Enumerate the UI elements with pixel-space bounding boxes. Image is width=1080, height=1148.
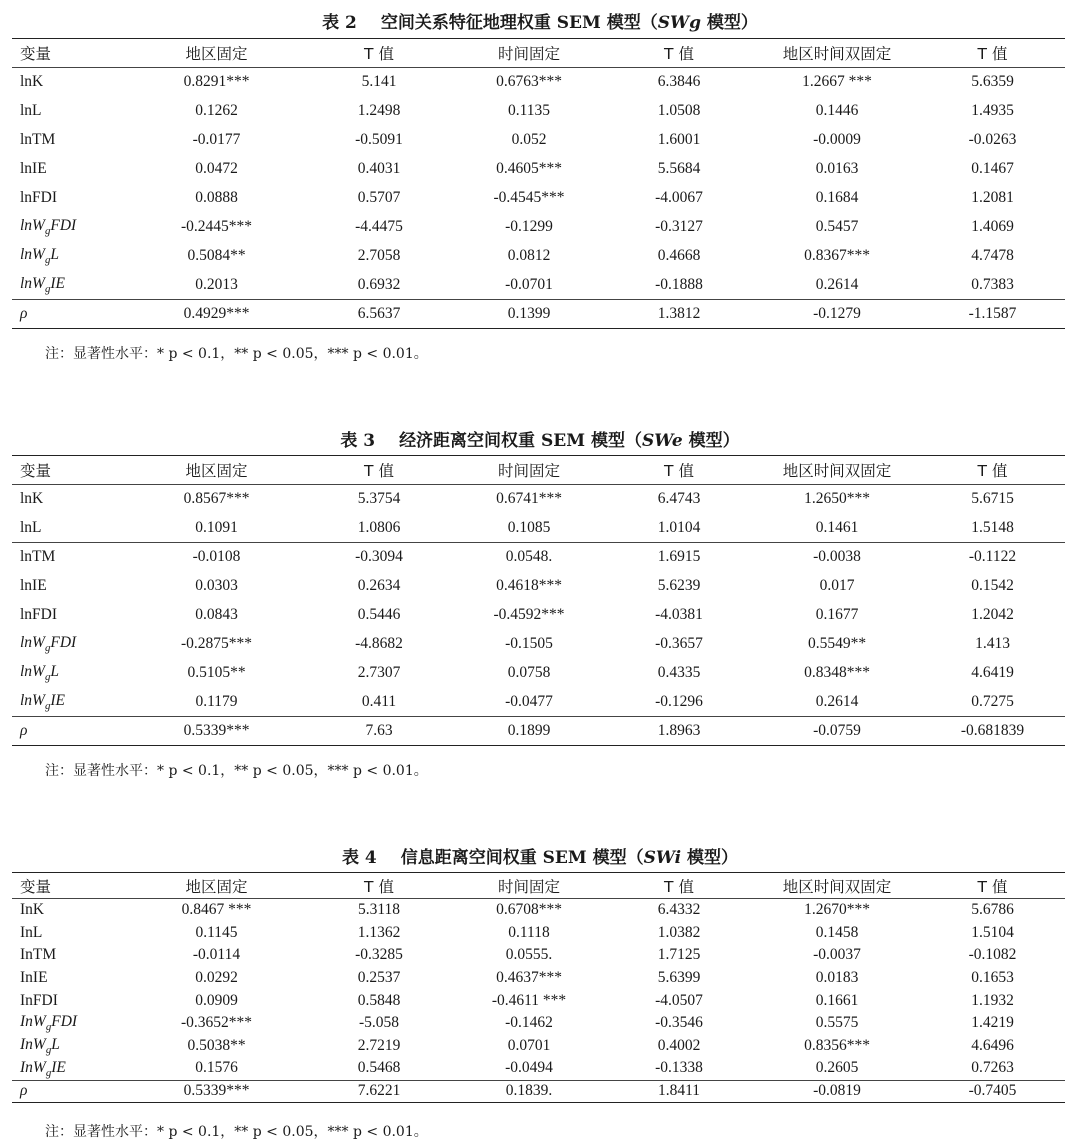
table-4-caption — [0, 843, 1080, 868]
variable-cell: ρ — [20, 722, 28, 739]
variable-cell: lnK — [20, 490, 44, 508]
variable-subscript: g — [45, 1021, 52, 1034]
value-cell: -0.7405 — [968, 1082, 1017, 1100]
column-header: T 值 — [920, 39, 1065, 68]
value-cell: -0.3546 — [655, 1014, 703, 1032]
variable-subscript: g — [44, 670, 51, 683]
value-cell: 0.5105** — [187, 664, 246, 681]
table-2 — [12, 38, 1065, 329]
value-cell: 1.8411 — [657, 1082, 701, 1100]
value-cell: 0.4668 — [657, 247, 701, 264]
value-cell: 1.4935 — [971, 102, 1014, 119]
variable-name: InW — [20, 1036, 46, 1054]
table-row — [12, 1012, 1065, 1035]
value-cell: -0.0759 — [813, 722, 861, 739]
table-row — [12, 300, 1065, 329]
variable-suffix: IE — [51, 1058, 66, 1076]
variable-cell — [12, 688, 129, 717]
value-cell: 0.7275 — [971, 692, 1014, 710]
value-cell: -0.0494 — [505, 1059, 553, 1077]
column-header: 时间固定 — [454, 873, 604, 899]
value-cell: 1.0382 — [657, 923, 701, 941]
variable-suffix: IE — [50, 691, 66, 709]
value-cell: 0.5468 — [357, 1059, 401, 1077]
table-row — [12, 514, 1065, 543]
column-header: 变量 — [12, 456, 129, 485]
value-cell: -0.1338 — [655, 1059, 703, 1077]
column-header: T 值 — [920, 456, 1065, 485]
column-header: 地区固定 — [129, 873, 304, 899]
value-cell: 0.2013 — [195, 275, 238, 293]
table-row — [12, 1057, 1065, 1080]
value-cell: 0.1684 — [815, 189, 859, 206]
value-cell: 0.1653 — [971, 968, 1014, 986]
value-cell: 1.4219 — [971, 1014, 1014, 1032]
variable-cell — [12, 242, 129, 271]
value-cell: -0.3094 — [355, 548, 403, 566]
value-cell: 0.4637*** — [496, 968, 562, 986]
table-row — [12, 68, 1065, 97]
value-cell: 0.7383 — [971, 275, 1014, 293]
variable-cell: InIE — [20, 968, 48, 986]
value-cell: 0.0163 — [815, 160, 859, 177]
table-4-title-tail: 模型） — [681, 848, 739, 868]
value-cell: 0.5707 — [357, 189, 401, 206]
table-row — [12, 572, 1065, 601]
variable-suffix: L — [50, 246, 60, 264]
value-cell: 6.4332 — [657, 901, 701, 919]
value-cell: 0.1661 — [815, 991, 859, 1009]
value-cell: 5.3754 — [357, 490, 401, 508]
value-cell: 0.5339*** — [183, 1082, 250, 1100]
variable-suffix: FDI — [50, 634, 77, 652]
variable-cell: ρ — [20, 1082, 28, 1100]
value-cell: 5.141 — [361, 73, 397, 91]
value-cell: 0.0843 — [195, 606, 238, 623]
value-cell: 1.0508 — [657, 102, 701, 119]
value-cell: 0.5446 — [357, 606, 401, 623]
value-cell: 0.5084** — [187, 247, 246, 264]
value-cell: 1.1362 — [357, 923, 401, 941]
table-row — [12, 1035, 1065, 1058]
value-cell: 1.7125 — [657, 946, 701, 964]
value-cell: -4.0067 — [655, 189, 703, 206]
value-cell: 7.63 — [365, 722, 393, 739]
value-cell: 0.2614 — [815, 275, 859, 293]
table-row — [12, 921, 1065, 944]
column-header: T 值 — [304, 873, 454, 899]
variable-name: lnW — [20, 634, 45, 652]
column-header: 地区固定 — [129, 39, 304, 68]
variable-cell: ρ — [20, 305, 28, 322]
value-cell: 0.1135 — [507, 102, 551, 119]
value-cell: -0.5091 — [355, 131, 403, 148]
table-4-number: 表 4 — [341, 848, 377, 868]
variable-name: InW — [20, 1058, 46, 1076]
variable-cell — [12, 1012, 129, 1035]
value-cell: 0.1677 — [815, 606, 859, 623]
value-cell: 1.0104 — [657, 518, 701, 536]
value-cell: 0.5848 — [357, 991, 401, 1009]
value-cell: 0.6932 — [357, 275, 401, 293]
value-cell: 0.0548. — [505, 548, 553, 566]
value-cell: 0.5339*** — [183, 722, 250, 739]
value-cell: -4.0507 — [655, 991, 703, 1009]
value-cell: 1.5104 — [971, 923, 1014, 941]
value-cell: 6.3846 — [657, 73, 701, 91]
value-cell: 0.8291*** — [183, 73, 250, 91]
value-cell: 0.1145 — [195, 923, 238, 941]
variable-cell: InK — [20, 901, 45, 919]
table-row — [12, 630, 1065, 659]
value-cell: 0.6708*** — [496, 901, 562, 919]
variable-cell: lnL — [20, 102, 42, 119]
value-cell: 7.6221 — [357, 1082, 401, 1100]
value-cell: -1.1587 — [968, 305, 1017, 322]
table-3-note: 注：显著性水平：* p < 0.1，** p < 0.05，*** p < 0.01。 — [45, 763, 428, 779]
value-cell: 1.5148 — [971, 518, 1014, 536]
value-cell: -4.0381 — [655, 606, 703, 623]
table-2-number: 表 2 — [322, 13, 357, 33]
value-cell: -0.1462 — [505, 1014, 553, 1032]
value-cell: -0.0477 — [505, 692, 553, 710]
value-cell: -0.1296 — [655, 692, 703, 710]
value-cell: 2.7058 — [357, 247, 401, 264]
value-cell: 0.2537 — [357, 968, 401, 986]
value-cell: 1.2670*** — [804, 901, 870, 919]
variable-suffix: FDI — [51, 1013, 78, 1031]
column-header: T 值 — [604, 39, 754, 68]
table-3-caption — [0, 426, 1080, 451]
value-cell: -0.3652*** — [180, 1014, 253, 1032]
variable-subscript: g — [44, 641, 51, 654]
table-4 — [12, 872, 1065, 1103]
table-4-note: 注：显著性水平：* p < 0.1，** p < 0.05，*** p < 0.01。 — [45, 1124, 428, 1140]
variable-cell: lnFDI — [20, 606, 58, 623]
value-cell: -0.2875*** — [180, 635, 253, 652]
variable-cell: lnTM — [20, 548, 56, 566]
table-2-title-tail: 模型） — [700, 13, 758, 33]
value-cell: 0.1458 — [815, 923, 859, 941]
value-cell: 0.2605 — [815, 1059, 859, 1077]
value-cell: 0.1262 — [195, 102, 238, 119]
column-header: T 值 — [920, 873, 1065, 899]
variable-cell — [12, 1057, 129, 1080]
value-cell: 0.0303 — [195, 577, 238, 594]
value-cell: -0.681839 — [960, 722, 1025, 739]
value-cell: 0.8467 *** — [181, 901, 252, 919]
variable-subscript: g — [44, 282, 51, 295]
variable-name: lnW — [20, 274, 45, 292]
value-cell: -0.0819 — [813, 1082, 861, 1100]
value-cell: 2.7219 — [357, 1036, 401, 1054]
variable-cell: InL — [20, 923, 43, 941]
value-cell: 0.6763*** — [496, 73, 562, 91]
value-cell: 0.4002 — [657, 1036, 701, 1054]
variable-cell: lnIE — [20, 160, 47, 177]
variable-cell — [12, 271, 129, 300]
value-cell: -0.0263 — [968, 131, 1017, 148]
variable-name: lnW — [20, 691, 45, 709]
value-cell: 0.0701 — [507, 1036, 551, 1054]
value-cell: -0.0037 — [813, 946, 861, 964]
header-row — [12, 39, 1065, 68]
value-cell: 0.1399 — [507, 305, 551, 322]
value-cell: 0.8348*** — [804, 664, 870, 681]
column-header: T 值 — [604, 456, 754, 485]
value-cell: -0.0108 — [192, 548, 241, 566]
value-cell: 1.4069 — [971, 218, 1014, 235]
variable-name: InW — [20, 1013, 46, 1031]
value-cell: 1.413 — [975, 635, 1010, 652]
table-row — [12, 688, 1065, 717]
value-cell: 0.8356*** — [804, 1036, 870, 1054]
value-cell: 5.6715 — [971, 490, 1014, 508]
value-cell: 5.6239 — [657, 577, 701, 594]
table-3-title-model: SWe — [641, 431, 683, 451]
header-row — [12, 456, 1065, 485]
value-cell: 5.3118 — [357, 901, 401, 919]
value-cell: 0.5457 — [815, 218, 859, 235]
table-row — [12, 184, 1065, 213]
table-2-title-model: SWg — [657, 13, 701, 33]
variable-subscript: g — [44, 253, 51, 266]
column-header: 变量 — [12, 873, 129, 899]
value-cell: 0.1576 — [195, 1059, 238, 1077]
value-cell: 0.2634 — [357, 577, 401, 594]
variable-name: lnW — [20, 246, 45, 264]
column-header: T 值 — [304, 456, 454, 485]
value-cell: 0.8567*** — [183, 490, 250, 508]
table-4-title-model: SWi — [643, 848, 682, 868]
value-cell: 0.4031 — [357, 160, 401, 177]
table-3-title: 经济距离空间权重 SEM 模型（ — [399, 431, 642, 451]
value-cell: -0.3285 — [355, 946, 403, 964]
variable-suffix: IE — [50, 274, 66, 292]
value-cell: 0.5549** — [807, 635, 867, 652]
value-cell: 4.6419 — [971, 664, 1014, 681]
table-row — [12, 989, 1065, 1012]
value-cell: 1.2667 *** — [802, 73, 872, 91]
variable-cell: InFDI — [20, 991, 58, 1009]
variable-suffix: L — [51, 1036, 60, 1054]
column-header: 地区时间双固定 — [754, 39, 920, 68]
value-cell: 1.6915 — [657, 548, 701, 566]
value-cell: 5.6786 — [971, 901, 1014, 919]
table-row — [12, 717, 1065, 746]
variable-cell — [12, 1035, 129, 1058]
value-cell: -0.4611 *** — [491, 991, 567, 1009]
value-cell: 0.5575 — [815, 1014, 859, 1032]
value-cell: -0.1299 — [505, 218, 553, 235]
table-2-title: 空间关系特征地理权重 SEM 模型（ — [380, 13, 658, 33]
value-cell: 1.2498 — [357, 102, 401, 119]
value-cell: -0.0177 — [192, 131, 241, 148]
value-cell: -0.1279 — [813, 305, 861, 322]
value-cell: 0.1542 — [971, 577, 1014, 594]
value-cell: 0.0183 — [815, 968, 859, 986]
value-cell: -0.0038 — [813, 548, 861, 566]
value-cell: 0.1467 — [971, 160, 1014, 177]
variable-name: lnW — [20, 217, 45, 235]
value-cell: 0.0758 — [507, 664, 551, 681]
variable-subscript: g — [45, 1043, 52, 1056]
table-row — [12, 213, 1065, 242]
table-3-number: 表 3 — [340, 431, 376, 451]
value-cell: -0.1122 — [968, 548, 1017, 566]
variable-suffix: FDI — [50, 217, 77, 235]
value-cell: 1.2042 — [971, 606, 1014, 623]
table-row — [12, 485, 1065, 514]
table-row — [12, 126, 1065, 155]
value-cell: 0.6741*** — [496, 490, 562, 508]
value-cell: 1.0806 — [357, 518, 401, 536]
variable-cell: lnIE — [20, 577, 47, 594]
value-cell: 2.7307 — [357, 664, 401, 681]
table-3-title-tail: 模型） — [682, 431, 740, 451]
header-row — [12, 873, 1065, 899]
value-cell: 0.4618*** — [496, 577, 562, 594]
table-2-note: 注：显著性水平：* p < 0.1，** p < 0.05，*** p < 0.01。 — [45, 346, 428, 362]
value-cell: -0.4545*** — [493, 189, 565, 206]
value-cell: -0.1505 — [505, 635, 553, 652]
column-header: T 值 — [304, 39, 454, 68]
value-cell: -0.1888 — [655, 275, 703, 293]
value-cell: 0.411 — [361, 692, 397, 710]
variable-cell: lnL — [20, 518, 42, 536]
value-cell: 0.1461 — [815, 518, 859, 536]
variable-cell: InTM — [20, 946, 57, 964]
column-header: T 值 — [604, 873, 754, 899]
value-cell: -0.4592*** — [493, 606, 565, 623]
value-cell: 0.4605*** — [496, 160, 562, 177]
table-row — [12, 944, 1065, 967]
table-2-caption — [0, 8, 1080, 33]
value-cell: 0.8367*** — [804, 247, 870, 264]
value-cell: 6.4743 — [657, 490, 701, 508]
value-cell: 0.1179 — [195, 692, 238, 710]
table-row — [12, 271, 1065, 300]
column-header: 地区时间双固定 — [754, 873, 920, 899]
value-cell: 0.0909 — [195, 991, 238, 1009]
variable-subscript: g — [44, 699, 51, 712]
value-cell: 0.1839. — [505, 1082, 553, 1100]
variable-cell: lnTM — [20, 131, 56, 148]
value-cell: 0.1085 — [507, 518, 551, 536]
value-cell: 1.8963 — [657, 722, 701, 739]
value-cell: 4.7478 — [971, 247, 1014, 264]
table-row — [12, 242, 1065, 271]
value-cell: 0.1446 — [815, 102, 859, 119]
value-cell: 0.7263 — [971, 1059, 1014, 1077]
table-row — [12, 543, 1065, 572]
value-cell: 1.1932 — [971, 991, 1014, 1009]
value-cell: 0.017 — [819, 577, 855, 594]
table-row — [12, 967, 1065, 990]
value-cell: 5.5684 — [657, 160, 701, 177]
variable-name: lnW — [20, 663, 45, 681]
value-cell: 0.0472 — [195, 160, 238, 177]
value-cell: 0.0888 — [195, 189, 238, 206]
value-cell: -5.058 — [358, 1014, 400, 1032]
value-cell: 1.6001 — [657, 131, 701, 148]
value-cell: 0.0292 — [195, 968, 238, 986]
value-cell: 0.0555. — [505, 946, 553, 964]
value-cell: 0.052 — [511, 131, 547, 148]
value-cell: -0.0009 — [813, 131, 861, 148]
variable-suffix: L — [50, 663, 60, 681]
column-header: 时间固定 — [454, 456, 604, 485]
value-cell: 0.5038** — [187, 1036, 246, 1054]
value-cell: -0.0701 — [505, 275, 553, 293]
value-cell: 5.6399 — [657, 968, 701, 986]
table-row — [12, 601, 1065, 630]
value-cell: 0.2614 — [815, 692, 859, 710]
value-cell: 0.1091 — [195, 518, 238, 536]
value-cell: 1.3812 — [657, 305, 701, 322]
column-header: 变量 — [12, 39, 129, 68]
value-cell: -0.0114 — [192, 946, 241, 964]
variable-cell: lnFDI — [20, 189, 58, 206]
value-cell: 1.2650*** — [804, 490, 870, 508]
value-cell: 0.0812 — [507, 247, 551, 264]
value-cell: 6.5637 — [357, 305, 401, 322]
variable-cell — [12, 659, 129, 688]
table-row — [12, 97, 1065, 126]
value-cell: -0.3127 — [655, 218, 703, 235]
value-cell: -4.8682 — [355, 635, 403, 652]
value-cell: -0.2445*** — [180, 218, 253, 235]
column-header: 时间固定 — [454, 39, 604, 68]
variable-cell — [12, 630, 129, 659]
variable-cell — [12, 213, 129, 242]
table-4-title: 信息距离空间权重 SEM 模型（ — [400, 848, 644, 868]
value-cell: 0.4335 — [657, 664, 701, 681]
value-cell: -4.4475 — [355, 218, 403, 235]
value-cell: 5.6359 — [971, 73, 1014, 91]
value-cell: -0.1082 — [968, 946, 1017, 964]
variable-subscript: g — [45, 1066, 52, 1079]
column-header: 地区时间双固定 — [754, 456, 920, 485]
column-header: 地区固定 — [129, 456, 304, 485]
table-row — [12, 1080, 1065, 1103]
table-row — [12, 899, 1065, 922]
table-3 — [12, 455, 1065, 746]
variable-subscript: g — [44, 224, 51, 237]
table-row — [12, 659, 1065, 688]
value-cell: 1.2081 — [971, 189, 1014, 206]
value-cell: 4.6496 — [971, 1036, 1014, 1054]
table-row — [12, 155, 1065, 184]
value-cell: -0.3657 — [655, 635, 703, 652]
value-cell: 0.4929*** — [183, 305, 250, 322]
value-cell: 0.1899 — [507, 722, 551, 739]
variable-cell: lnK — [20, 73, 44, 91]
value-cell: 0.1118 — [508, 923, 550, 941]
